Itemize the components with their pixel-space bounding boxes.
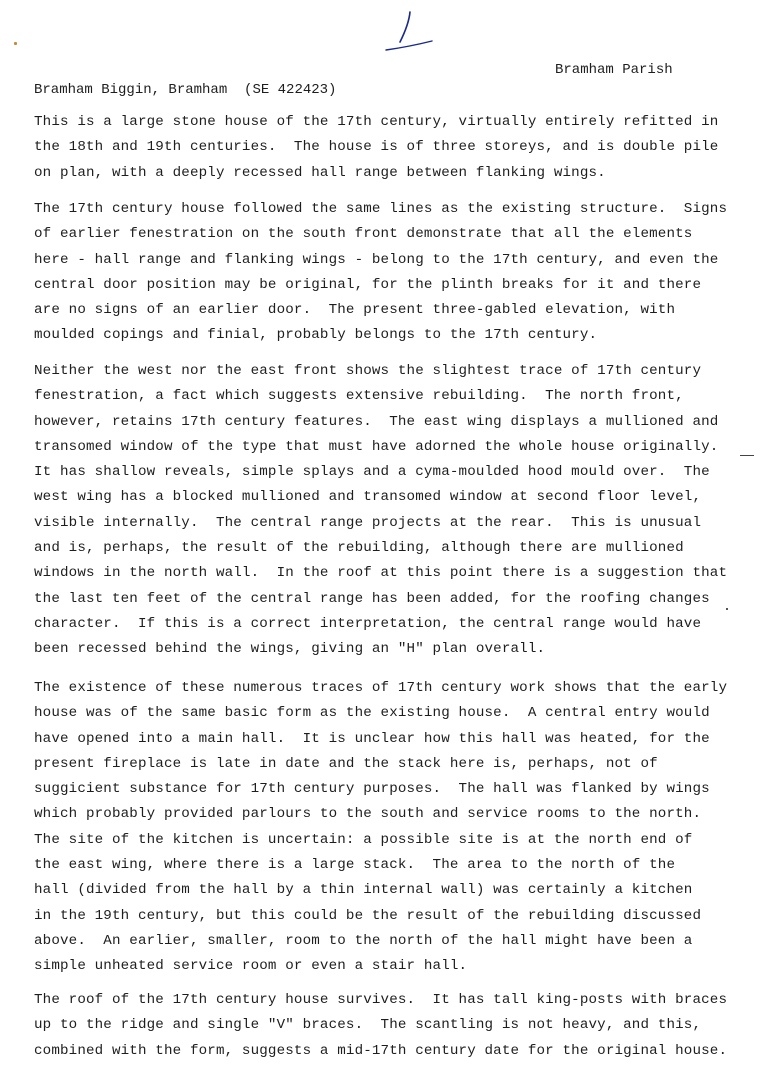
text-line: been recessed behind the wings, giving an "H" plan overall. — [34, 641, 546, 658]
text-line: here - hall range and flanking wings - belong to the 17th century, and even the — [34, 251, 719, 268]
text-line: the 18th and 19th centuries. The house is of three storeys, and is double pile — [34, 139, 719, 156]
paragraph-early-house — [34, 676, 727, 980]
text-line: visible internally. The central range projects at the rear. This is unusual — [34, 514, 702, 531]
text-line: fenestration, a fact which suggests extensive rebuilding. The north front, — [34, 388, 684, 405]
margin-dash-right — [740, 455, 754, 456]
text-line: hall (divided from the hall by a thin internal wall) was certainly a kitchen — [34, 882, 693, 899]
paragraph-north-front — [34, 359, 727, 663]
place-name: Bramham Biggin, Bramham — [34, 82, 228, 98]
handwritten-page-number — [380, 8, 440, 58]
text-line: It has shallow reveals, simple splays and a cyma-moulded hood mould over. The — [34, 464, 710, 481]
text-line: moulded copings and finial, probably belongs to the 17th century. — [34, 327, 598, 344]
text-line: suggicient substance for 17th century purposes. The hall was flanked by wings — [34, 781, 710, 798]
text-line: windows in the north wall. In the roof at this point there is a suggestion that — [34, 565, 728, 582]
text-line: transomed window of the type that must have adorned the whole house originally. — [34, 438, 719, 455]
text-line: The site of the kitchen is uncertain: a possible site is at the north end of — [34, 831, 693, 848]
text-line: The roof of the 17th century house survives. It has tall king-posts with braces — [34, 992, 728, 1008]
text-line: on plan, with a deeply recessed hall range between flanking wings. — [34, 164, 606, 181]
text-line: above. An earlier, smaller, room to the north of the hall might have been a — [34, 932, 693, 949]
text-line: central door position may be original, for the plinth breaks for it and there — [34, 276, 702, 293]
text-line: Neither the west nor the east front shows the slightest trace of 17th century — [34, 363, 702, 379]
document-header-place — [34, 60, 336, 100]
paragraph-intro — [34, 110, 718, 186]
text-line: west wing has a blocked mullioned and transomed window at second floor level, — [34, 489, 702, 506]
text-line: simple unheated service room or even a stair hall. — [34, 958, 468, 975]
text-line: of earlier fenestration on the south front demonstrate that all the elements — [34, 226, 693, 243]
text-line: which probably provided parlours to the south and service rooms to the north. — [34, 806, 702, 823]
text-line: The 17th century house followed the same lines as the existing structure. Signs — [34, 201, 728, 217]
text-line: present fireplace is late in date and the stack here is, perhaps, not of — [34, 755, 658, 772]
text-line: This is a large stone house of the 17th century, virtually entirely refitted in — [34, 114, 719, 130]
paragraph-roof — [34, 988, 727, 1064]
text-line: the east wing, where there is a large stack. The area to the north of the — [34, 857, 676, 874]
text-line: have opened into a main hall. It is unclear how this hall was heated, for the — [34, 730, 710, 747]
text-line: are no signs of an earlier door. The present three-gabled elevation, with — [34, 302, 676, 319]
document-header-parish: Bramham Parish — [555, 62, 673, 78]
text-line: up to the ridge and single "V" braces. The scantling is not heavy, and this, — [34, 1017, 702, 1034]
text-line: in the 19th century, but this could be the result of the rebuilding discussed — [34, 907, 702, 924]
text-line: and is, perhaps, the result of the rebuilding, although there are mullioned — [34, 540, 684, 557]
text-line: combined with the form, suggests a mid-17th century date for the original house. — [34, 1042, 728, 1059]
paragraph-south-front — [34, 197, 727, 349]
text-line: the last ten feet of the central range has been added, for the roofing changes — [34, 590, 710, 607]
text-line: The existence of these numerous traces of 17th century work shows that the early — [34, 680, 728, 696]
text-line: character. If this is a correct interpretation, the central range would have — [34, 615, 702, 632]
stray-mark-left — [14, 42, 17, 45]
text-line: however, retains 17th century features. The east wing displays a mullioned and — [34, 413, 719, 430]
grid-reference: (SE 422423) — [244, 82, 337, 98]
text-line: house was of the same basic form as the existing house. A central entry would — [34, 705, 710, 722]
